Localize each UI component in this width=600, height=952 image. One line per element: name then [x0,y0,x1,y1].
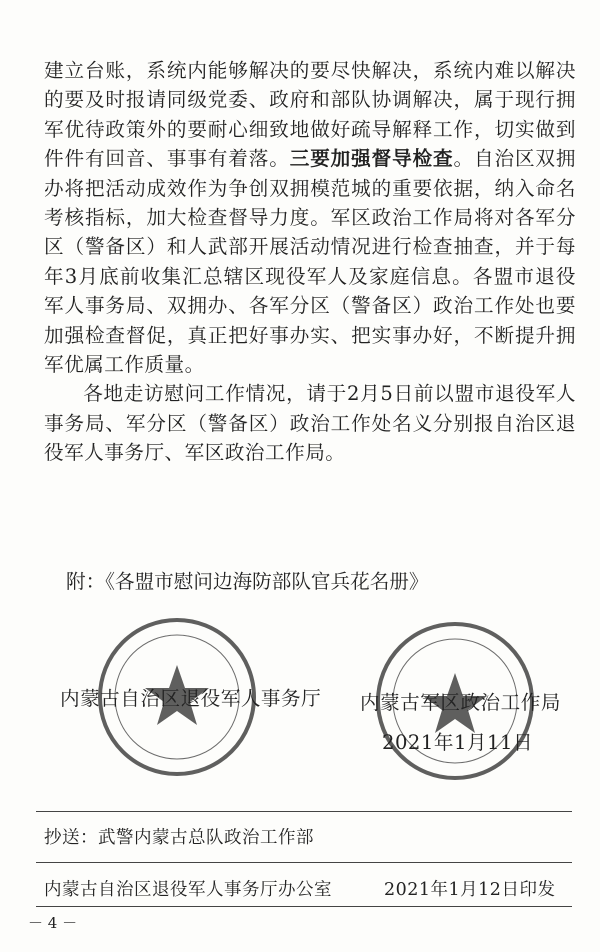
issuing-office: 内蒙古自治区退役军人事务厅办公室 [44,880,332,900]
footer-bottom-rule [36,906,572,907]
paragraph-1 [44,56,576,379]
footer-top-rule [36,811,572,812]
paragraph-1-part-a: 建立台账，系统内能够解决的要尽快解决，系统内难以解决的要及时报请同级党委、政府和部队协调解决，属于现行拥军优待政策外的要耐心细致地做好疏导解释工作，切实做到件件有回音、事事有着落。 [44,59,576,171]
cc-line: 抄送：武警内蒙古总队政治工作部 [44,828,314,848]
printed-date: 2021年1月12日印发 [384,880,556,900]
footer-middle-rule [36,862,572,863]
paragraph-1-part-b: 。自治区双拥办将把活动成效作为争创双拥模范城的重要依据，纳入命名考核指标，加大检查督导力度。军区政治工作局将对各军分区（警备区）和人武部开展活动情况进行检查抽查，并于每年3月底前收集汇总辖区现役军人及家庭信息。各盟市退役军人事务局、双拥办、各军分区（警备区）政治工作处也要加强检查督促，真正把好事办实、把实事办好，不断提升拥军优属工作质量。 [44,147,577,377]
signature-date: 2021年1月11日 [382,731,534,754]
attachment-line: 附：《各盟市慰问边海防部队官兵花名册》 [66,570,429,593]
page-number: － 4 － [28,914,78,932]
paragraph-1-heading: 三要加强督导检查 [289,147,454,171]
left-signature-org: 内蒙古自治区退役军人事务厅 [60,687,322,710]
paragraph-2: 各地走访慰问工作情况，请于2月5日前以盟市退役军人事务局、军分区（警备区）政治工作处名义分别报自治区退役军人事务厅、军区政治工作局。 [44,382,576,465]
body-text [44,56,576,468]
right-signature-org: 内蒙古军区政治工作局 [360,691,561,714]
